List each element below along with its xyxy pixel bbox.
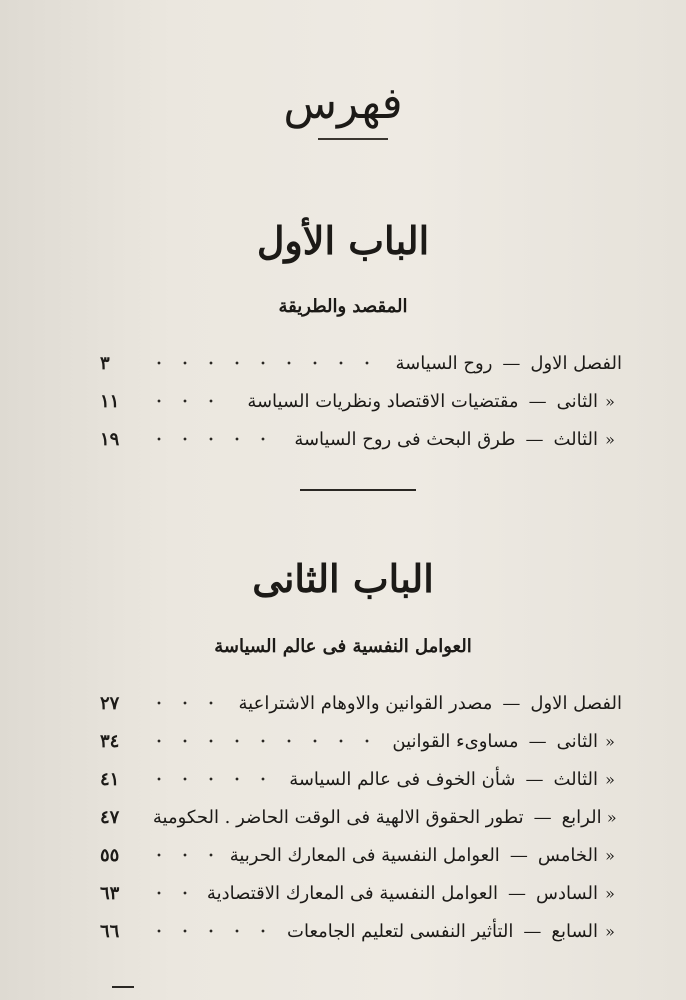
chapter-title: شأن الخوف فى عالم السياسة: [289, 768, 516, 790]
ditto-mark: «: [605, 845, 615, 865]
toc-entry: [100, 722, 622, 760]
part1-toc: [100, 344, 622, 458]
chapter-title: تطور الحقوق الالهية فى الوقت الحاضر . الحكومية: [152, 806, 524, 828]
chapter-title: التأثير النفسى لتعليم الجامعات: [287, 920, 514, 942]
index-title: فهرس: [283, 78, 403, 129]
chapter-label: الثالث: [553, 428, 598, 450]
toc-entry: [100, 382, 622, 420]
printer-mark: [112, 980, 134, 988]
toc-entry: [100, 836, 622, 874]
toc-entry: [100, 874, 622, 912]
toc-entry: [100, 420, 622, 458]
dash: —: [528, 390, 547, 412]
toc-entry: [100, 760, 622, 798]
page-number: ٢٧: [100, 692, 120, 714]
page-number: ٦٣: [100, 882, 120, 904]
chapter-label: الخامس: [537, 844, 598, 866]
dot-leader: [146, 739, 380, 743]
part2-subtitle: العوامل النفسية فى عالم السياسة: [214, 636, 472, 657]
toc-entry: [100, 344, 622, 382]
chapter-label: الفصل الاول: [530, 692, 622, 714]
ditto-mark: «: [605, 921, 615, 941]
dash: —: [533, 806, 552, 828]
dash: —: [507, 882, 526, 904]
page-number: ١١: [100, 390, 120, 412]
dot-leader: [146, 929, 275, 933]
chapter-title: روح السياسة: [395, 352, 493, 374]
page-number: ٦٦: [100, 920, 120, 942]
dash: —: [528, 730, 547, 752]
part2-title: الباب الثانى: [252, 556, 434, 601]
page-number: ٤١: [100, 768, 120, 790]
ditto-mark: «: [605, 731, 615, 751]
chapter-title: العوامل النفسية فى المعارك الحربية: [229, 844, 500, 866]
chapter-label: الرابع: [561, 806, 602, 828]
chapter-title: مقتضيات الاقتصاد ونظريات السياسة: [247, 390, 519, 412]
page-number: ٥٥: [100, 844, 120, 866]
dash: —: [509, 844, 528, 866]
dash: —: [502, 352, 521, 374]
dot-leader: [146, 777, 277, 781]
ditto-mark: «: [605, 429, 615, 449]
section-divider: [300, 489, 416, 491]
page-number: ٤٧: [100, 806, 120, 828]
dot-leader: [146, 361, 383, 365]
dash: —: [502, 692, 521, 714]
title-underline: [318, 138, 388, 140]
ditto-mark: «: [606, 807, 617, 827]
chapter-title: مصدر القوانين والاوهام الاشتراعية: [238, 692, 493, 714]
chapter-label: السادس: [535, 882, 598, 904]
page-number: ٣٤: [100, 730, 120, 752]
part1-subtitle: المقصد والطريقة: [278, 296, 408, 317]
dot-leader: [146, 891, 195, 895]
ditto-mark: «: [605, 769, 615, 789]
part1-title: الباب الأول: [256, 218, 430, 263]
toc-entry: [100, 684, 622, 722]
page-number: ٣: [100, 352, 110, 374]
chapter-title: العوامل النفسية فى المعارك الاقتصادية: [206, 882, 498, 904]
dot-leader: [146, 399, 235, 403]
page-number: ١٩: [100, 428, 120, 450]
chapter-label: الفصل الاول: [530, 352, 622, 374]
chapter-label: الثانى: [556, 730, 598, 752]
toc-entry: [100, 798, 622, 836]
chapter-label: الثانى: [556, 390, 598, 412]
dot-leader: [146, 701, 227, 705]
toc-entry: [100, 912, 622, 950]
ditto-mark: «: [605, 883, 615, 903]
dot-leader: [146, 437, 282, 441]
dash: —: [523, 920, 542, 942]
dash: —: [525, 768, 544, 790]
chapter-title: طرق البحث فى روح السياسة: [294, 428, 516, 450]
chapter-label: الثالث: [553, 768, 598, 790]
chapter-title: مساوىء القوانين: [392, 730, 519, 752]
chapter-label: السابع: [551, 920, 598, 942]
dot-leader: [146, 853, 218, 857]
part2-toc: [100, 684, 622, 950]
dash: —: [525, 428, 544, 450]
ditto-mark: «: [605, 391, 615, 411]
